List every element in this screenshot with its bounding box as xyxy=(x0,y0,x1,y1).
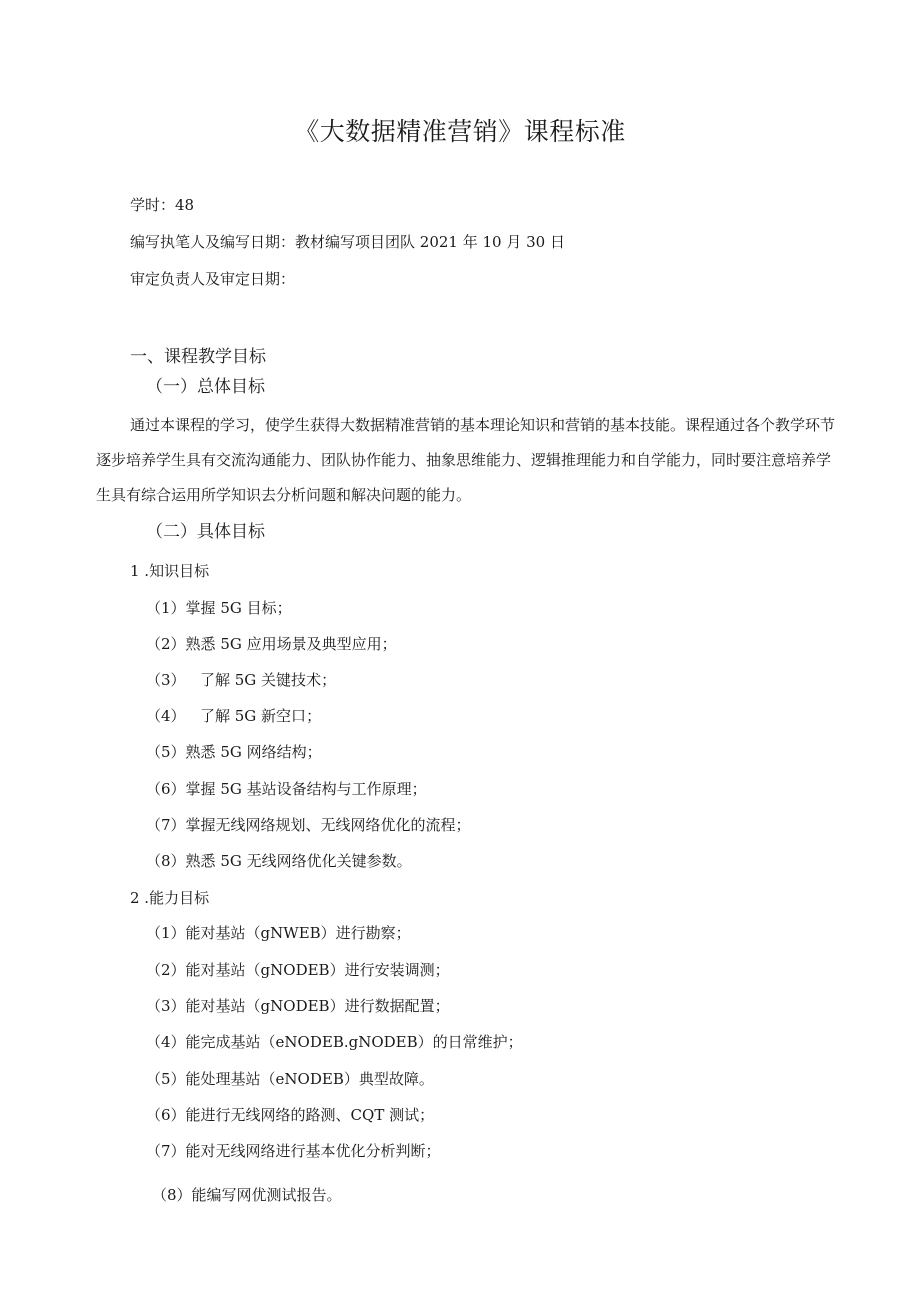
list-item: （8）能编写网优测试报告。 xyxy=(152,1186,342,1204)
meta-author: 编写执笔人及编写日期：教材编写项目团队 2021 年 10 月 30 日 xyxy=(130,233,565,251)
list-item: （1）掌握 5G 目标； xyxy=(146,599,292,617)
list-item: （2）熟悉 5G 应用场景及典型应用； xyxy=(146,635,397,653)
meta-hours: 学时：48 xyxy=(130,196,195,214)
general-goal-heading: （一）总体目标 xyxy=(146,377,265,397)
knowledge-goal-heading: 1 .知识目标 xyxy=(130,562,210,580)
specific-goal-heading: （二）具体目标 xyxy=(146,522,265,542)
list-item: （8）熟悉 5G 无线网络优化关键参数。 xyxy=(146,852,412,870)
list-item: （4）能完成基站（eNODEB.gNODEB）的日常维护； xyxy=(146,1033,523,1051)
list-item: （5）能处理基站（eNODEB）典型故障。 xyxy=(146,1070,434,1088)
list-item: （5）熟悉 5G 网络结构； xyxy=(146,743,322,761)
list-item: （7）能对无线网络进行基本优化分析判断； xyxy=(146,1142,441,1160)
list-item: （3）能对基站（gNODEB）进行数据配置； xyxy=(146,997,450,1015)
list-item: （4） 了解 5G 新空口； xyxy=(146,707,322,725)
list-item: （6）能进行无线网络的路测、CQT 测试； xyxy=(146,1106,435,1124)
list-item: （3） 了解 5G 关键技术； xyxy=(146,671,337,689)
page-title: 《大数据精准营销》课程标准 xyxy=(294,117,626,146)
ability-goal-heading: 2 .能力目标 xyxy=(130,889,210,907)
list-item: （6）掌握 5G 基站设备结构与工作原理； xyxy=(146,780,427,798)
general-goal-paragraph: 通过本课程的学习，使学生获得大数据精准营销的基本理论知识和营销的基本技能。课程通过各个教学环节逐步培养学生具有交流沟通能力、团队协作能力、抽象思维能力、逻辑推理能力和自学能力，同时要注意培养学生具有综合运用所学知识去分析问题和解决问题的能力。 xyxy=(96,416,836,504)
meta-reviewer: 审定负责人及审定日期： xyxy=(130,270,296,288)
section-heading: 一、课程教学目标 xyxy=(130,347,266,367)
list-item: （2）能对基站（gNODEB）进行安装调测； xyxy=(146,961,450,979)
list-item: （1）能对基站（gNWEB）进行勘察； xyxy=(146,924,411,942)
list-item: （7）掌握无线网络规划、无线网络优化的流程； xyxy=(146,816,471,834)
